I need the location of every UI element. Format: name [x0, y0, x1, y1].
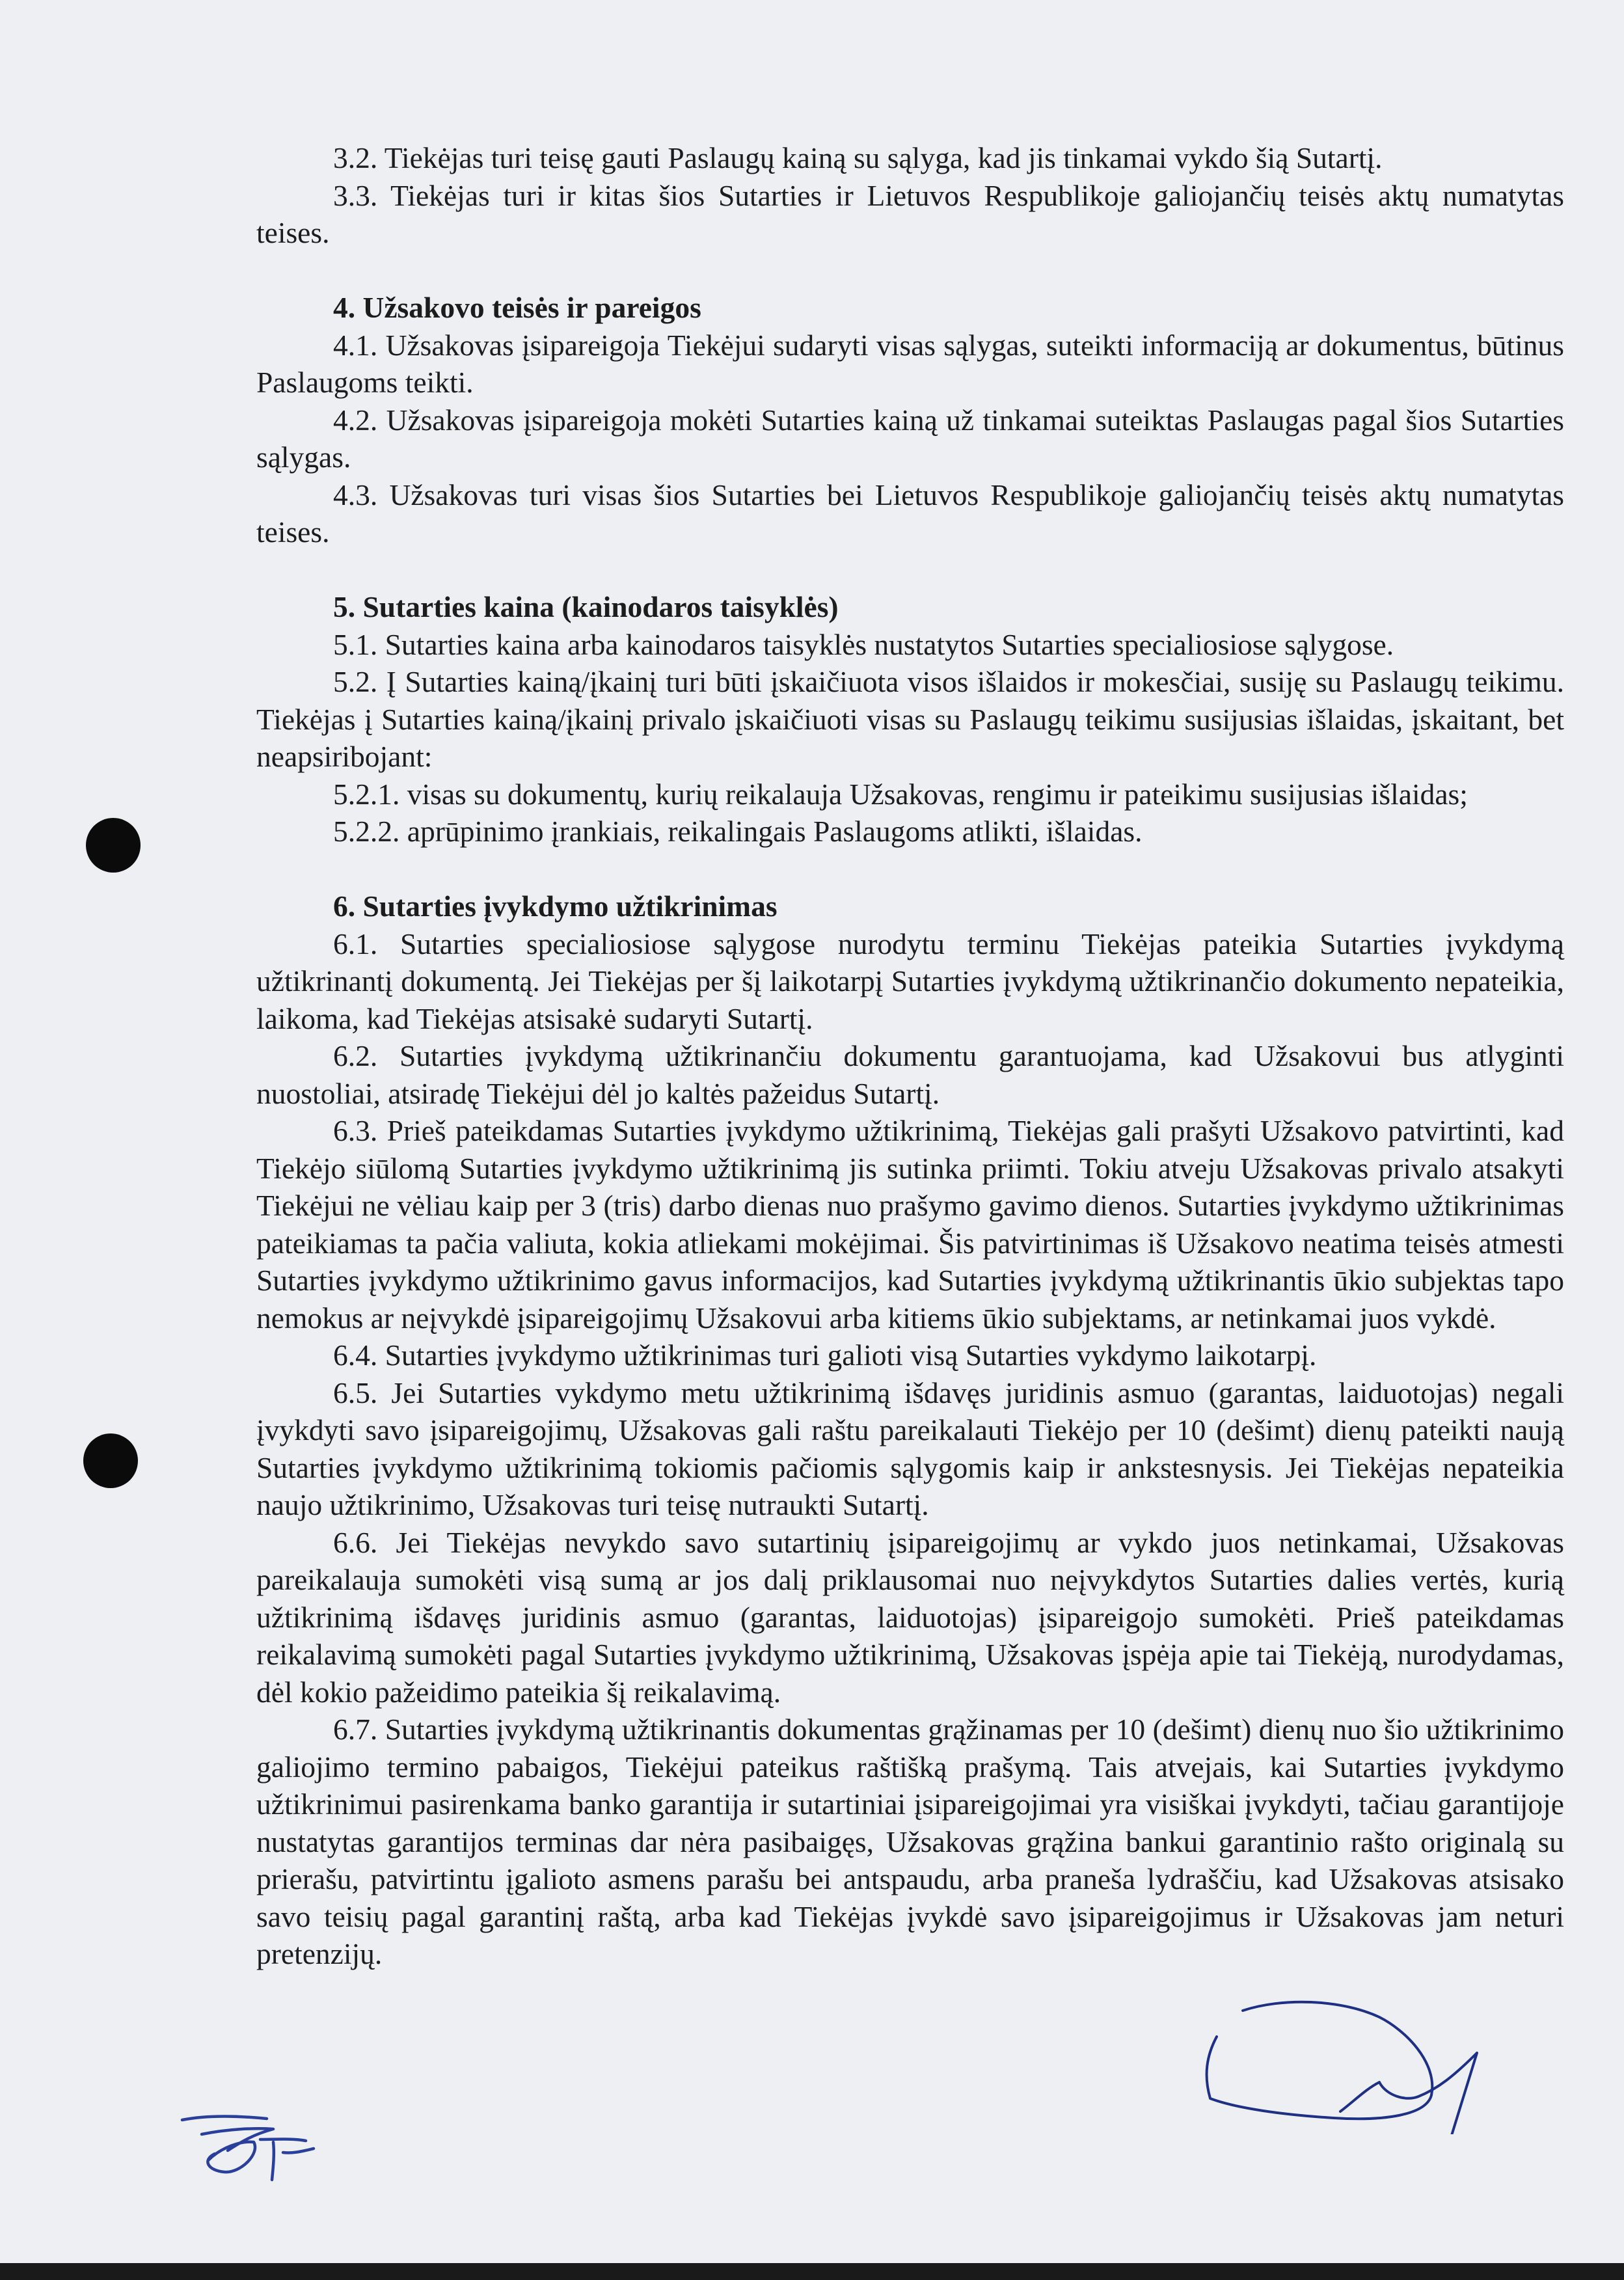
section-gap — [256, 252, 1564, 290]
clause-paragraph: 5.2. Į Sutarties kainą/įkainį turi būti įskaičiuota visos išlaidos ir mokesčiai, susiję su Paslaugų teikimu. Tiekėjas į Sutarties kainą/įkainį privalo įskaičiuoti visas su Paslaugų teikimu susijusias išlaidas, įskaitant, bet neapsiribojant: — [256, 665, 1564, 773]
clause-paragraph: 5.2.2. aprūpinimo įrankiais, reikalingais Paslaugoms atlikti, išlaidas. — [333, 815, 1143, 848]
clause-paragraph: 4.3. Užsakovas turi visas šios Sutarties bei Lietuvos Respublikoje galiojančių teisės aktų numatytas teises. — [256, 478, 1564, 549]
clause-paragraph: 3.3. Tiekėjas turi ir kitas šios Sutarties ir Lietuvos Respublikoje galiojančių teisės aktų numatytas teises. — [256, 178, 1564, 249]
clause-paragraph: 5.2.1. visas su dokumentų, kurių reikalauja Užsakovas, rengimu ir pateikimu susijusias išlaidas; — [333, 777, 1468, 811]
signature-right — [1191, 1985, 1490, 2134]
punch-hole-upper — [86, 818, 141, 873]
clause-paragraph: 6.1. Sutarties specialiosiose sąlygose nurodytu terminu Tiekėjas pateikia Sutarties įvykdymą užtikrinantį dokumentą. Jei Tiekėjas per šį laikotarpį Sutarties įvykdymą užtikrinančio dokumento nepateikia, laikoma, kad Tiekėjas atsisakė sudaryti Sutartį. — [256, 927, 1564, 1035]
clause-paragraph: 6.4. Sutarties įvykdymo užtikrinimas turi galioti visą Sutarties vykdymo laikotarpį. — [333, 1338, 1317, 1372]
scan-bottom-edge — [0, 2263, 1624, 2280]
punch-hole-lower — [83, 1433, 138, 1488]
section-gap — [256, 850, 1564, 888]
clause-paragraph: 4.1. Užsakovas įsipareigoja Tiekėjui sudaryti visas sąlygas, suteikti informaciją ar dokumentus, būtinus Paslaugoms teikti. — [256, 328, 1564, 399]
section-gap — [256, 551, 1564, 589]
clause-paragraph: 6.3. Prieš pateikdamas Sutarties įvykdymo užtikrinimą, Tiekėjas gali prašyti Užsakovo patvirtinti, kad Tiekėjo siūlomą Sutarties įvykdymo užtikrinimą jis sutinka priimti. Tokiu atveju Užsakovas privalo atsakyti Tiekėjui ne vėliau kaip per 3 (tris) darbo dienas nuo prašymo gavimo dienos. Sutarties įvykdymo užtikrinimas pateikiamas ta pačia valiuta, kokia atliekami mokėjimai. Šis patvirtinimas iš Užsakovo neatima teisės atmesti Sutarties įvykdymo užtikrinimo gavus informacijos, kad Sutarties įvykdymą užtikrinantis ūkio subjektas tapo nemokus ar neįvykdė įsipareigojimų Užsakovui arba kitiems ūkio subjektams, ar netinkamai juos vykdė. — [256, 1114, 1564, 1335]
document-body — [256, 139, 1564, 1973]
signature-left — [163, 2089, 332, 2193]
section-heading: 6. Sutarties įvykdymo užtikrinimas — [333, 889, 778, 923]
clause-paragraph: 5.1. Sutarties kaina arba kainodaros taisyklės nustatytos Sutarties specialiosiose sąlygose. — [333, 627, 1394, 661]
clause-paragraph: 4.2. Užsakovas įsipareigoja mokėti Sutarties kainą už tinkamai suteiktas Paslaugas pagal šios Sutarties sąlygas. — [256, 403, 1564, 474]
clause-paragraph: 3.2. Tiekėjas turi teisę gauti Paslaugų kainą su sąlyga, kad jis tinkamai vykdo šią Sutartį. — [333, 141, 1383, 174]
clause-paragraph: 6.6. Jei Tiekėjas nevykdo savo sutartinių įsipareigojimų ar vykdo juos netinkamai, Užsakovas pareikalauja sumokėti visą sumą ar jos dalį priklausomai nuo neįvykdytos Sutarties dalies vertės, kurią užtikrinimą išdavęs juridinis asmuo (garantas, laiduotojas) įsipareigojo sumokėti. Prieš pateikdamas reikalavimą sumokėti pagal Sutarties įvykdymo užtikrinimą, Užsakovas įspėja apie tai Tiekėją, nurodydamas, dėl kokio pažeidimo pateikia šį reikalavimą. — [256, 1525, 1564, 1709]
section-heading: 4. Užsakovo teisės ir pareigos — [333, 291, 701, 324]
clause-paragraph: 6.5. Jei Sutarties vykdymo metu užtikrinimą išdavęs juridinis asmuo (garantas, laiduotojas) negali įvykdyti savo įsipareigojimų, Užsakovas gali raštu pareikalauti Tiekėjo per 10 (dešimt) dienų pateikti naują Sutarties įvykdymo užtikrinimą tokiomis pačiomis sąlygomis kaip ir ankstesnysis. Jei Tiekėjas nepateikia naujo užtikrinimo, Užsakovas turi teisę nutraukti Sutartį. — [256, 1376, 1564, 1521]
clause-paragraph: 6.7. Sutarties įvykdymą užtikrinantis dokumentas grąžinamas per 10 (dešimt) dienų nuo šio užtikrinimo galiojimo termino pabaigos, Tiekėjui pateikus raštišką prašymą. Tais atvejais, kai Sutarties įvykdymo užtikrinimui pasirenkama banko garantija ir sutartiniai įsipareigojimai yra visiškai įvykdyti, tačiau garantijoje nustatytas garantijos terminas dar nėra pasibaigęs, Užsakovas grąžina bankui garantinio rašto originalą su prierašu, patvirtintu įgalioto asmens parašu bei antspaudu, arba praneša lydraščiu, kad Užsakovas atsisako savo teisių pagal garantinį raštą, arba kad Tiekėjas įvykdė savo įsipareigojimus ir Užsakovas jam neturi pretenzijų. — [256, 1713, 1564, 1970]
section-heading: 5. Sutarties kaina (kainodaros taisyklės) — [333, 590, 839, 623]
clause-paragraph: 6.2. Sutarties įvykdymą užtikrinančiu dokumentu garantuojama, kad Užsakovui bus atlyginti nuostoliai, atsiradę Tiekėjui dėl jo kaltės pažeidus Sutartį. — [256, 1039, 1564, 1110]
